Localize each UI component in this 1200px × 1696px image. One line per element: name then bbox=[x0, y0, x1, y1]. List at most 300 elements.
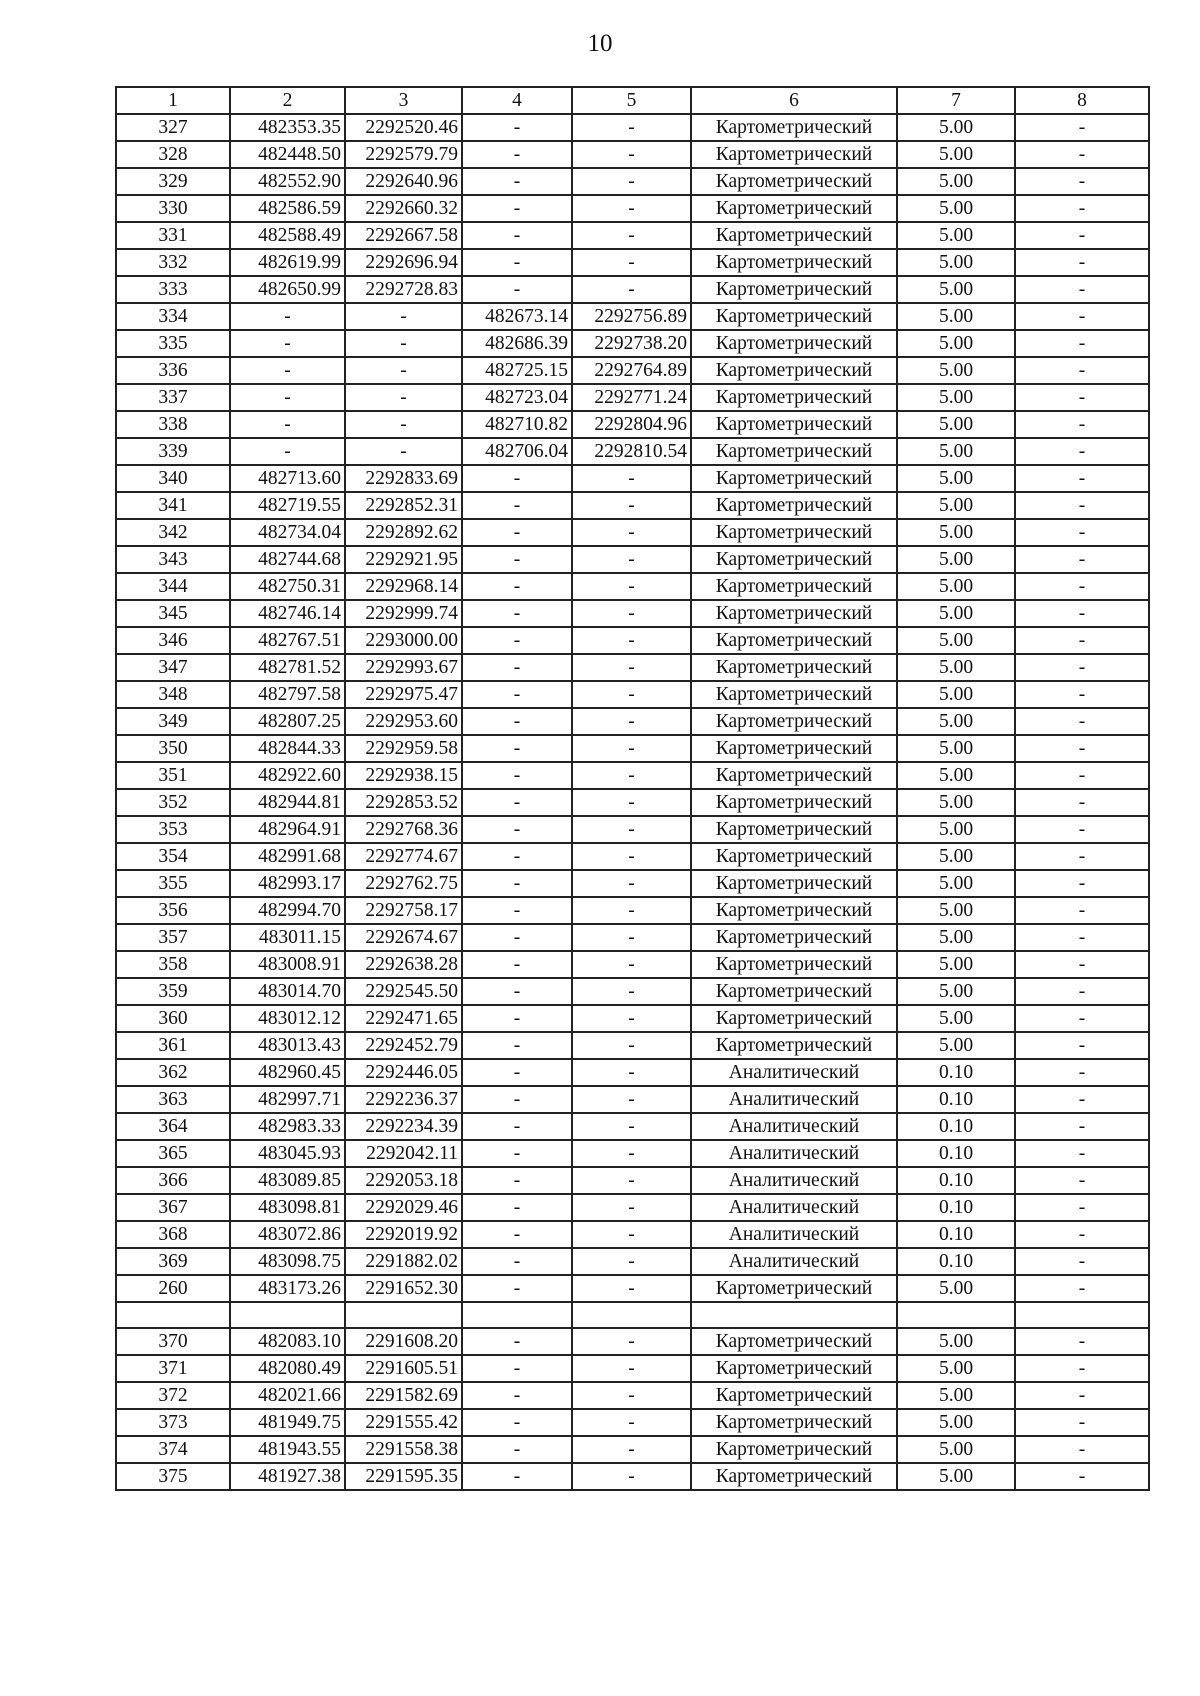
table-row bbox=[116, 708, 1149, 735]
table-cell: - bbox=[1015, 1140, 1149, 1167]
table-cell: Картометрический bbox=[691, 708, 897, 735]
table-cell: - bbox=[572, 816, 691, 843]
table-cell: - bbox=[572, 1194, 691, 1221]
table-cell: - bbox=[572, 924, 691, 951]
table-row bbox=[116, 573, 1149, 600]
table-cell: 2292852.31 bbox=[345, 492, 462, 519]
table-cell: 343 bbox=[116, 546, 230, 573]
table-cell: 482734.04 bbox=[230, 519, 345, 546]
table-cell: 2292452.79 bbox=[345, 1032, 462, 1059]
table-cell: 5.00 bbox=[897, 1409, 1015, 1436]
column-header: 1 bbox=[116, 87, 230, 114]
table-cell: - bbox=[230, 384, 345, 411]
table-cell: - bbox=[572, 1113, 691, 1140]
table-cell: 2292471.65 bbox=[345, 1005, 462, 1032]
table-cell: 350 bbox=[116, 735, 230, 762]
table-cell: 482781.52 bbox=[230, 654, 345, 681]
table-row bbox=[116, 1382, 1149, 1409]
table-cell: - bbox=[462, 1275, 572, 1302]
table-cell: 373 bbox=[116, 1409, 230, 1436]
table-cell: 5.00 bbox=[897, 897, 1015, 924]
table-cell: - bbox=[572, 600, 691, 627]
table-cell: - bbox=[1015, 1194, 1149, 1221]
table-cell: - bbox=[572, 681, 691, 708]
table-row bbox=[116, 924, 1149, 951]
table-cell: 2292667.58 bbox=[345, 222, 462, 249]
table-cell: 2292029.46 bbox=[345, 1194, 462, 1221]
table-row bbox=[116, 1167, 1149, 1194]
table-cell: - bbox=[462, 1328, 572, 1355]
table-cell: 327 bbox=[116, 114, 230, 141]
table-cell: 332 bbox=[116, 249, 230, 276]
table-cell: 5.00 bbox=[897, 276, 1015, 303]
table-cell: - bbox=[1015, 465, 1149, 492]
table-cell: Картометрический bbox=[691, 843, 897, 870]
table-cell: - bbox=[462, 141, 572, 168]
table-cell: 0.10 bbox=[897, 1059, 1015, 1086]
table-cell: - bbox=[1015, 870, 1149, 897]
table-cell: 365 bbox=[116, 1140, 230, 1167]
column-header: 6 bbox=[691, 87, 897, 114]
table-cell: 342 bbox=[116, 519, 230, 546]
table-cell: 2292696.94 bbox=[345, 249, 462, 276]
table-cell: Картометрический bbox=[691, 249, 897, 276]
table-cell bbox=[462, 1302, 572, 1328]
table-cell: - bbox=[462, 1463, 572, 1490]
table-cell: 482997.71 bbox=[230, 1086, 345, 1113]
table-cell: 375 bbox=[116, 1463, 230, 1490]
table-cell: 2292520.46 bbox=[345, 114, 462, 141]
table-row bbox=[116, 1463, 1149, 1490]
table-cell: - bbox=[572, 249, 691, 276]
table-cell: - bbox=[1015, 735, 1149, 762]
table-cell: 482588.49 bbox=[230, 222, 345, 249]
table-cell: 481927.38 bbox=[230, 1463, 345, 1490]
table-cell: - bbox=[572, 519, 691, 546]
table-cell: Картометрический bbox=[691, 681, 897, 708]
table-cell: - bbox=[462, 1167, 572, 1194]
table-cell: 369 bbox=[116, 1248, 230, 1275]
table-cell: Картометрический bbox=[691, 1328, 897, 1355]
table-cell: - bbox=[1015, 1436, 1149, 1463]
table-cell: Аналитический bbox=[691, 1059, 897, 1086]
table-cell: Картометрический bbox=[691, 789, 897, 816]
table-cell: - bbox=[1015, 1382, 1149, 1409]
table-cell: - bbox=[462, 1194, 572, 1221]
page-number: 10 bbox=[587, 30, 613, 57]
table-cell: 483098.81 bbox=[230, 1194, 345, 1221]
table-cell: 5.00 bbox=[897, 114, 1015, 141]
table-cell: - bbox=[572, 897, 691, 924]
table-cell: Картометрический bbox=[691, 114, 897, 141]
table-cell: - bbox=[572, 1059, 691, 1086]
table-cell: 5.00 bbox=[897, 195, 1015, 222]
table-cell: - bbox=[462, 1086, 572, 1113]
table-cell: 2291882.02 bbox=[345, 1248, 462, 1275]
table-cell: 364 bbox=[116, 1113, 230, 1140]
table-cell: - bbox=[1015, 1355, 1149, 1382]
table-cell: 356 bbox=[116, 897, 230, 924]
table-cell: Картометрический bbox=[691, 384, 897, 411]
table-row bbox=[116, 600, 1149, 627]
table-cell: 2292638.28 bbox=[345, 951, 462, 978]
table-cell: - bbox=[572, 1355, 691, 1382]
column-header: 8 bbox=[1015, 87, 1149, 114]
table-cell: 5.00 bbox=[897, 249, 1015, 276]
table-cell: 338 bbox=[116, 411, 230, 438]
table-cell: 483014.70 bbox=[230, 978, 345, 1005]
table-cell: Картометрический bbox=[691, 195, 897, 222]
table-cell: - bbox=[572, 1032, 691, 1059]
table-cell: - bbox=[1015, 222, 1149, 249]
table-cell: - bbox=[462, 897, 572, 924]
table-cell: 2292999.74 bbox=[345, 600, 462, 627]
table-cell: - bbox=[572, 951, 691, 978]
table-cell: - bbox=[462, 465, 572, 492]
table-cell: 2292762.75 bbox=[345, 870, 462, 897]
table-cell: 361 bbox=[116, 1032, 230, 1059]
table-cell: - bbox=[462, 816, 572, 843]
table-cell: - bbox=[1015, 1059, 1149, 1086]
table-cell: - bbox=[462, 870, 572, 897]
table-cell: - bbox=[462, 654, 572, 681]
table-cell: 331 bbox=[116, 222, 230, 249]
table-cell: Картометрический bbox=[691, 897, 897, 924]
table-cell: 362 bbox=[116, 1059, 230, 1086]
table-cell: - bbox=[230, 357, 345, 384]
table-cell: 2291555.42 bbox=[345, 1409, 462, 1436]
table-cell: - bbox=[1015, 438, 1149, 465]
table-cell: Картометрический bbox=[691, 1463, 897, 1490]
table-cell: - bbox=[572, 735, 691, 762]
table-cell: - bbox=[230, 330, 345, 357]
table-cell: 336 bbox=[116, 357, 230, 384]
table-cell: 5.00 bbox=[897, 465, 1015, 492]
table-cell: 482991.68 bbox=[230, 843, 345, 870]
table-cell: - bbox=[1015, 600, 1149, 627]
table-cell: 370 bbox=[116, 1328, 230, 1355]
table-cell: 352 bbox=[116, 789, 230, 816]
table-cell: - bbox=[462, 1382, 572, 1409]
table-row bbox=[116, 1059, 1149, 1086]
table-cell: 2292042.11 bbox=[345, 1140, 462, 1167]
table-cell: - bbox=[572, 762, 691, 789]
table-row bbox=[116, 546, 1149, 573]
table-cell: 481949.75 bbox=[230, 1409, 345, 1436]
table-cell: 482983.33 bbox=[230, 1113, 345, 1140]
table-row bbox=[116, 1275, 1149, 1302]
table-row bbox=[116, 870, 1149, 897]
table-cell: 482353.35 bbox=[230, 114, 345, 141]
table-cell: 341 bbox=[116, 492, 230, 519]
table-cell: - bbox=[1015, 276, 1149, 303]
table-cell: 2292234.39 bbox=[345, 1113, 462, 1140]
table-cell: - bbox=[572, 168, 691, 195]
table-cell: 482552.90 bbox=[230, 168, 345, 195]
table-cell: 5.00 bbox=[897, 1328, 1015, 1355]
table-cell: 260 bbox=[116, 1275, 230, 1302]
table-cell: 360 bbox=[116, 1005, 230, 1032]
table-cell: - bbox=[1015, 1463, 1149, 1490]
table-cell: 5.00 bbox=[897, 168, 1015, 195]
table-cell: - bbox=[345, 357, 462, 384]
table-cell: 357 bbox=[116, 924, 230, 951]
table-cell: Картометрический bbox=[691, 465, 897, 492]
table-cell: - bbox=[462, 573, 572, 600]
table-cell: - bbox=[462, 924, 572, 951]
table-cell: - bbox=[462, 735, 572, 762]
table-cell: - bbox=[1015, 546, 1149, 573]
table-cell: Картометрический bbox=[691, 1032, 897, 1059]
table-cell: 483089.85 bbox=[230, 1167, 345, 1194]
table-cell: - bbox=[572, 195, 691, 222]
table-cell: Картометрический bbox=[691, 492, 897, 519]
table-cell: 2292774.67 bbox=[345, 843, 462, 870]
table-row bbox=[116, 843, 1149, 870]
table-cell bbox=[230, 1302, 345, 1328]
table-cell: - bbox=[1015, 1409, 1149, 1436]
table-cell: Картометрический bbox=[691, 438, 897, 465]
table-cell: - bbox=[462, 762, 572, 789]
table-row bbox=[116, 1032, 1149, 1059]
table-cell: 2292545.50 bbox=[345, 978, 462, 1005]
table-cell: - bbox=[572, 1409, 691, 1436]
table-cell: - bbox=[1015, 1005, 1149, 1032]
table-cell: - bbox=[572, 1463, 691, 1490]
table-cell: 345 bbox=[116, 600, 230, 627]
table-cell: - bbox=[462, 600, 572, 627]
table-cell: - bbox=[572, 1005, 691, 1032]
table-cell: 344 bbox=[116, 573, 230, 600]
table-row bbox=[116, 1248, 1149, 1275]
table-cell: 483013.43 bbox=[230, 1032, 345, 1059]
table-cell: 2292236.37 bbox=[345, 1086, 462, 1113]
table-cell: 0.10 bbox=[897, 1221, 1015, 1248]
table-cell: - bbox=[1015, 681, 1149, 708]
table-cell: 483098.75 bbox=[230, 1248, 345, 1275]
table-cell: 5.00 bbox=[897, 492, 1015, 519]
table-cell: - bbox=[230, 303, 345, 330]
table-cell: 482750.31 bbox=[230, 573, 345, 600]
table-cell: 482922.60 bbox=[230, 762, 345, 789]
table-cell: Картометрический bbox=[691, 654, 897, 681]
table-cell: 482083.10 bbox=[230, 1328, 345, 1355]
table-cell: 2292640.96 bbox=[345, 168, 462, 195]
table-row bbox=[116, 276, 1149, 303]
table-cell: - bbox=[462, 546, 572, 573]
table-row bbox=[116, 195, 1149, 222]
table-cell: - bbox=[462, 114, 572, 141]
table-row bbox=[116, 816, 1149, 843]
table-cell: 366 bbox=[116, 1167, 230, 1194]
table-cell: 5.00 bbox=[897, 357, 1015, 384]
table-cell: - bbox=[462, 627, 572, 654]
table-cell: 2292833.69 bbox=[345, 465, 462, 492]
table-cell: Картометрический bbox=[691, 1005, 897, 1032]
table-cell: 482797.58 bbox=[230, 681, 345, 708]
table-cell: 2291608.20 bbox=[345, 1328, 462, 1355]
table-cell: - bbox=[572, 546, 691, 573]
table-cell: 5.00 bbox=[897, 303, 1015, 330]
table-cell: - bbox=[462, 276, 572, 303]
table-cell: Картометрический bbox=[691, 1409, 897, 1436]
table-cell: 482767.51 bbox=[230, 627, 345, 654]
table-row bbox=[116, 1302, 1149, 1328]
table-cell: 2292756.89 bbox=[572, 303, 691, 330]
table-cell: 482619.99 bbox=[230, 249, 345, 276]
table-cell: - bbox=[1015, 492, 1149, 519]
table-cell: Картометрический bbox=[691, 924, 897, 951]
table-cell: 482844.33 bbox=[230, 735, 345, 762]
table-cell: 5.00 bbox=[897, 1382, 1015, 1409]
table-cell: 346 bbox=[116, 627, 230, 654]
table-cell bbox=[116, 1302, 230, 1328]
table-cell: 5.00 bbox=[897, 546, 1015, 573]
table-row bbox=[116, 978, 1149, 1005]
table-cell: - bbox=[572, 141, 691, 168]
table-cell: 372 bbox=[116, 1382, 230, 1409]
table-row bbox=[116, 168, 1149, 195]
table-cell: 2292804.96 bbox=[572, 411, 691, 438]
column-header: 7 bbox=[897, 87, 1015, 114]
table-cell: - bbox=[345, 384, 462, 411]
table-row bbox=[116, 681, 1149, 708]
table-cell: 482021.66 bbox=[230, 1382, 345, 1409]
table-cell: 2292810.54 bbox=[572, 438, 691, 465]
table-cell: 482944.81 bbox=[230, 789, 345, 816]
table-cell: Картометрический bbox=[691, 519, 897, 546]
table-cell: Аналитический bbox=[691, 1086, 897, 1113]
table-header-row bbox=[116, 87, 1149, 114]
table-cell: - bbox=[1015, 762, 1149, 789]
table-cell: - bbox=[1015, 330, 1149, 357]
table-cell: - bbox=[462, 1248, 572, 1275]
table-cell: 5.00 bbox=[897, 708, 1015, 735]
table-cell: 367 bbox=[116, 1194, 230, 1221]
table-cell: 2292768.36 bbox=[345, 816, 462, 843]
table-cell: 363 bbox=[116, 1086, 230, 1113]
table-cell: 482448.50 bbox=[230, 141, 345, 168]
table-cell: 483072.86 bbox=[230, 1221, 345, 1248]
table-cell: Картометрический bbox=[691, 1355, 897, 1382]
table-cell: 2292728.83 bbox=[345, 276, 462, 303]
table-row bbox=[116, 303, 1149, 330]
table-cell: 482586.59 bbox=[230, 195, 345, 222]
table-cell: 5.00 bbox=[897, 141, 1015, 168]
table-row bbox=[116, 1328, 1149, 1355]
table-cell: 351 bbox=[116, 762, 230, 789]
table-row bbox=[116, 438, 1149, 465]
table-cell: 5.00 bbox=[897, 438, 1015, 465]
table-cell: 482725.15 bbox=[462, 357, 572, 384]
table-cell: 5.00 bbox=[897, 681, 1015, 708]
table-cell: Аналитический bbox=[691, 1194, 897, 1221]
table-cell: 2292758.17 bbox=[345, 897, 462, 924]
table-cell: 2292660.32 bbox=[345, 195, 462, 222]
table-cell: - bbox=[1015, 1328, 1149, 1355]
table-cell: 5.00 bbox=[897, 519, 1015, 546]
table-cell: - bbox=[345, 411, 462, 438]
table-row bbox=[116, 249, 1149, 276]
table-cell: 329 bbox=[116, 168, 230, 195]
table-cell: - bbox=[572, 789, 691, 816]
table-cell: - bbox=[230, 411, 345, 438]
table-cell: Картометрический bbox=[691, 816, 897, 843]
table-cell: 2292975.47 bbox=[345, 681, 462, 708]
table-cell: - bbox=[1015, 195, 1149, 222]
table-cell: 2291652.30 bbox=[345, 1275, 462, 1302]
table-cell: 5.00 bbox=[897, 762, 1015, 789]
table-cell: Картометрический bbox=[691, 600, 897, 627]
table-cell: - bbox=[1015, 168, 1149, 195]
table-cell: - bbox=[462, 1059, 572, 1086]
table-cell: 5.00 bbox=[897, 627, 1015, 654]
table-cell: - bbox=[1015, 1113, 1149, 1140]
table-cell: Картометрический bbox=[691, 627, 897, 654]
table-cell: 2292959.58 bbox=[345, 735, 462, 762]
table-cell: - bbox=[1015, 1275, 1149, 1302]
table-cell: 482993.17 bbox=[230, 870, 345, 897]
table-cell: Аналитический bbox=[691, 1140, 897, 1167]
table-cell: 2291558.38 bbox=[345, 1436, 462, 1463]
table-cell: 334 bbox=[116, 303, 230, 330]
table-cell: - bbox=[1015, 141, 1149, 168]
table-cell: 482673.14 bbox=[462, 303, 572, 330]
table-cell: - bbox=[1015, 114, 1149, 141]
table-cell: 2292993.67 bbox=[345, 654, 462, 681]
table-cell: 2292674.67 bbox=[345, 924, 462, 951]
table-cell: 2293000.00 bbox=[345, 627, 462, 654]
table-cell: 349 bbox=[116, 708, 230, 735]
table-cell: Аналитический bbox=[691, 1167, 897, 1194]
table-cell: - bbox=[1015, 1248, 1149, 1275]
table-cell: - bbox=[1015, 573, 1149, 600]
table-cell: 2292764.89 bbox=[572, 357, 691, 384]
table-cell: 333 bbox=[116, 276, 230, 303]
table-cell: 328 bbox=[116, 141, 230, 168]
table-cell: - bbox=[1015, 897, 1149, 924]
table-cell: 482723.04 bbox=[462, 384, 572, 411]
table-cell: Картометрический bbox=[691, 222, 897, 249]
table-row bbox=[116, 789, 1149, 816]
table-cell: - bbox=[462, 978, 572, 1005]
table-row bbox=[116, 897, 1149, 924]
table-cell bbox=[572, 1302, 691, 1328]
table-cell: - bbox=[462, 1032, 572, 1059]
table-cell: 5.00 bbox=[897, 411, 1015, 438]
table-cell: - bbox=[462, 168, 572, 195]
table-cell: 339 bbox=[116, 438, 230, 465]
table-cell: - bbox=[462, 195, 572, 222]
table-cell: 2292968.14 bbox=[345, 573, 462, 600]
table-cell: 5.00 bbox=[897, 1436, 1015, 1463]
table-row bbox=[116, 492, 1149, 519]
table-cell: - bbox=[1015, 1221, 1149, 1248]
table-cell: - bbox=[572, 843, 691, 870]
table-row bbox=[116, 1086, 1149, 1113]
table-cell: 5.00 bbox=[897, 789, 1015, 816]
table-cell: - bbox=[572, 627, 691, 654]
table-cell: 482746.14 bbox=[230, 600, 345, 627]
table-row bbox=[116, 330, 1149, 357]
table-cell: 371 bbox=[116, 1355, 230, 1382]
table-cell: 2292579.79 bbox=[345, 141, 462, 168]
table-cell: 482706.04 bbox=[462, 438, 572, 465]
table-cell: 5.00 bbox=[897, 600, 1015, 627]
table-cell: 5.00 bbox=[897, 816, 1015, 843]
table-cell: 354 bbox=[116, 843, 230, 870]
table-cell: 5.00 bbox=[897, 222, 1015, 249]
